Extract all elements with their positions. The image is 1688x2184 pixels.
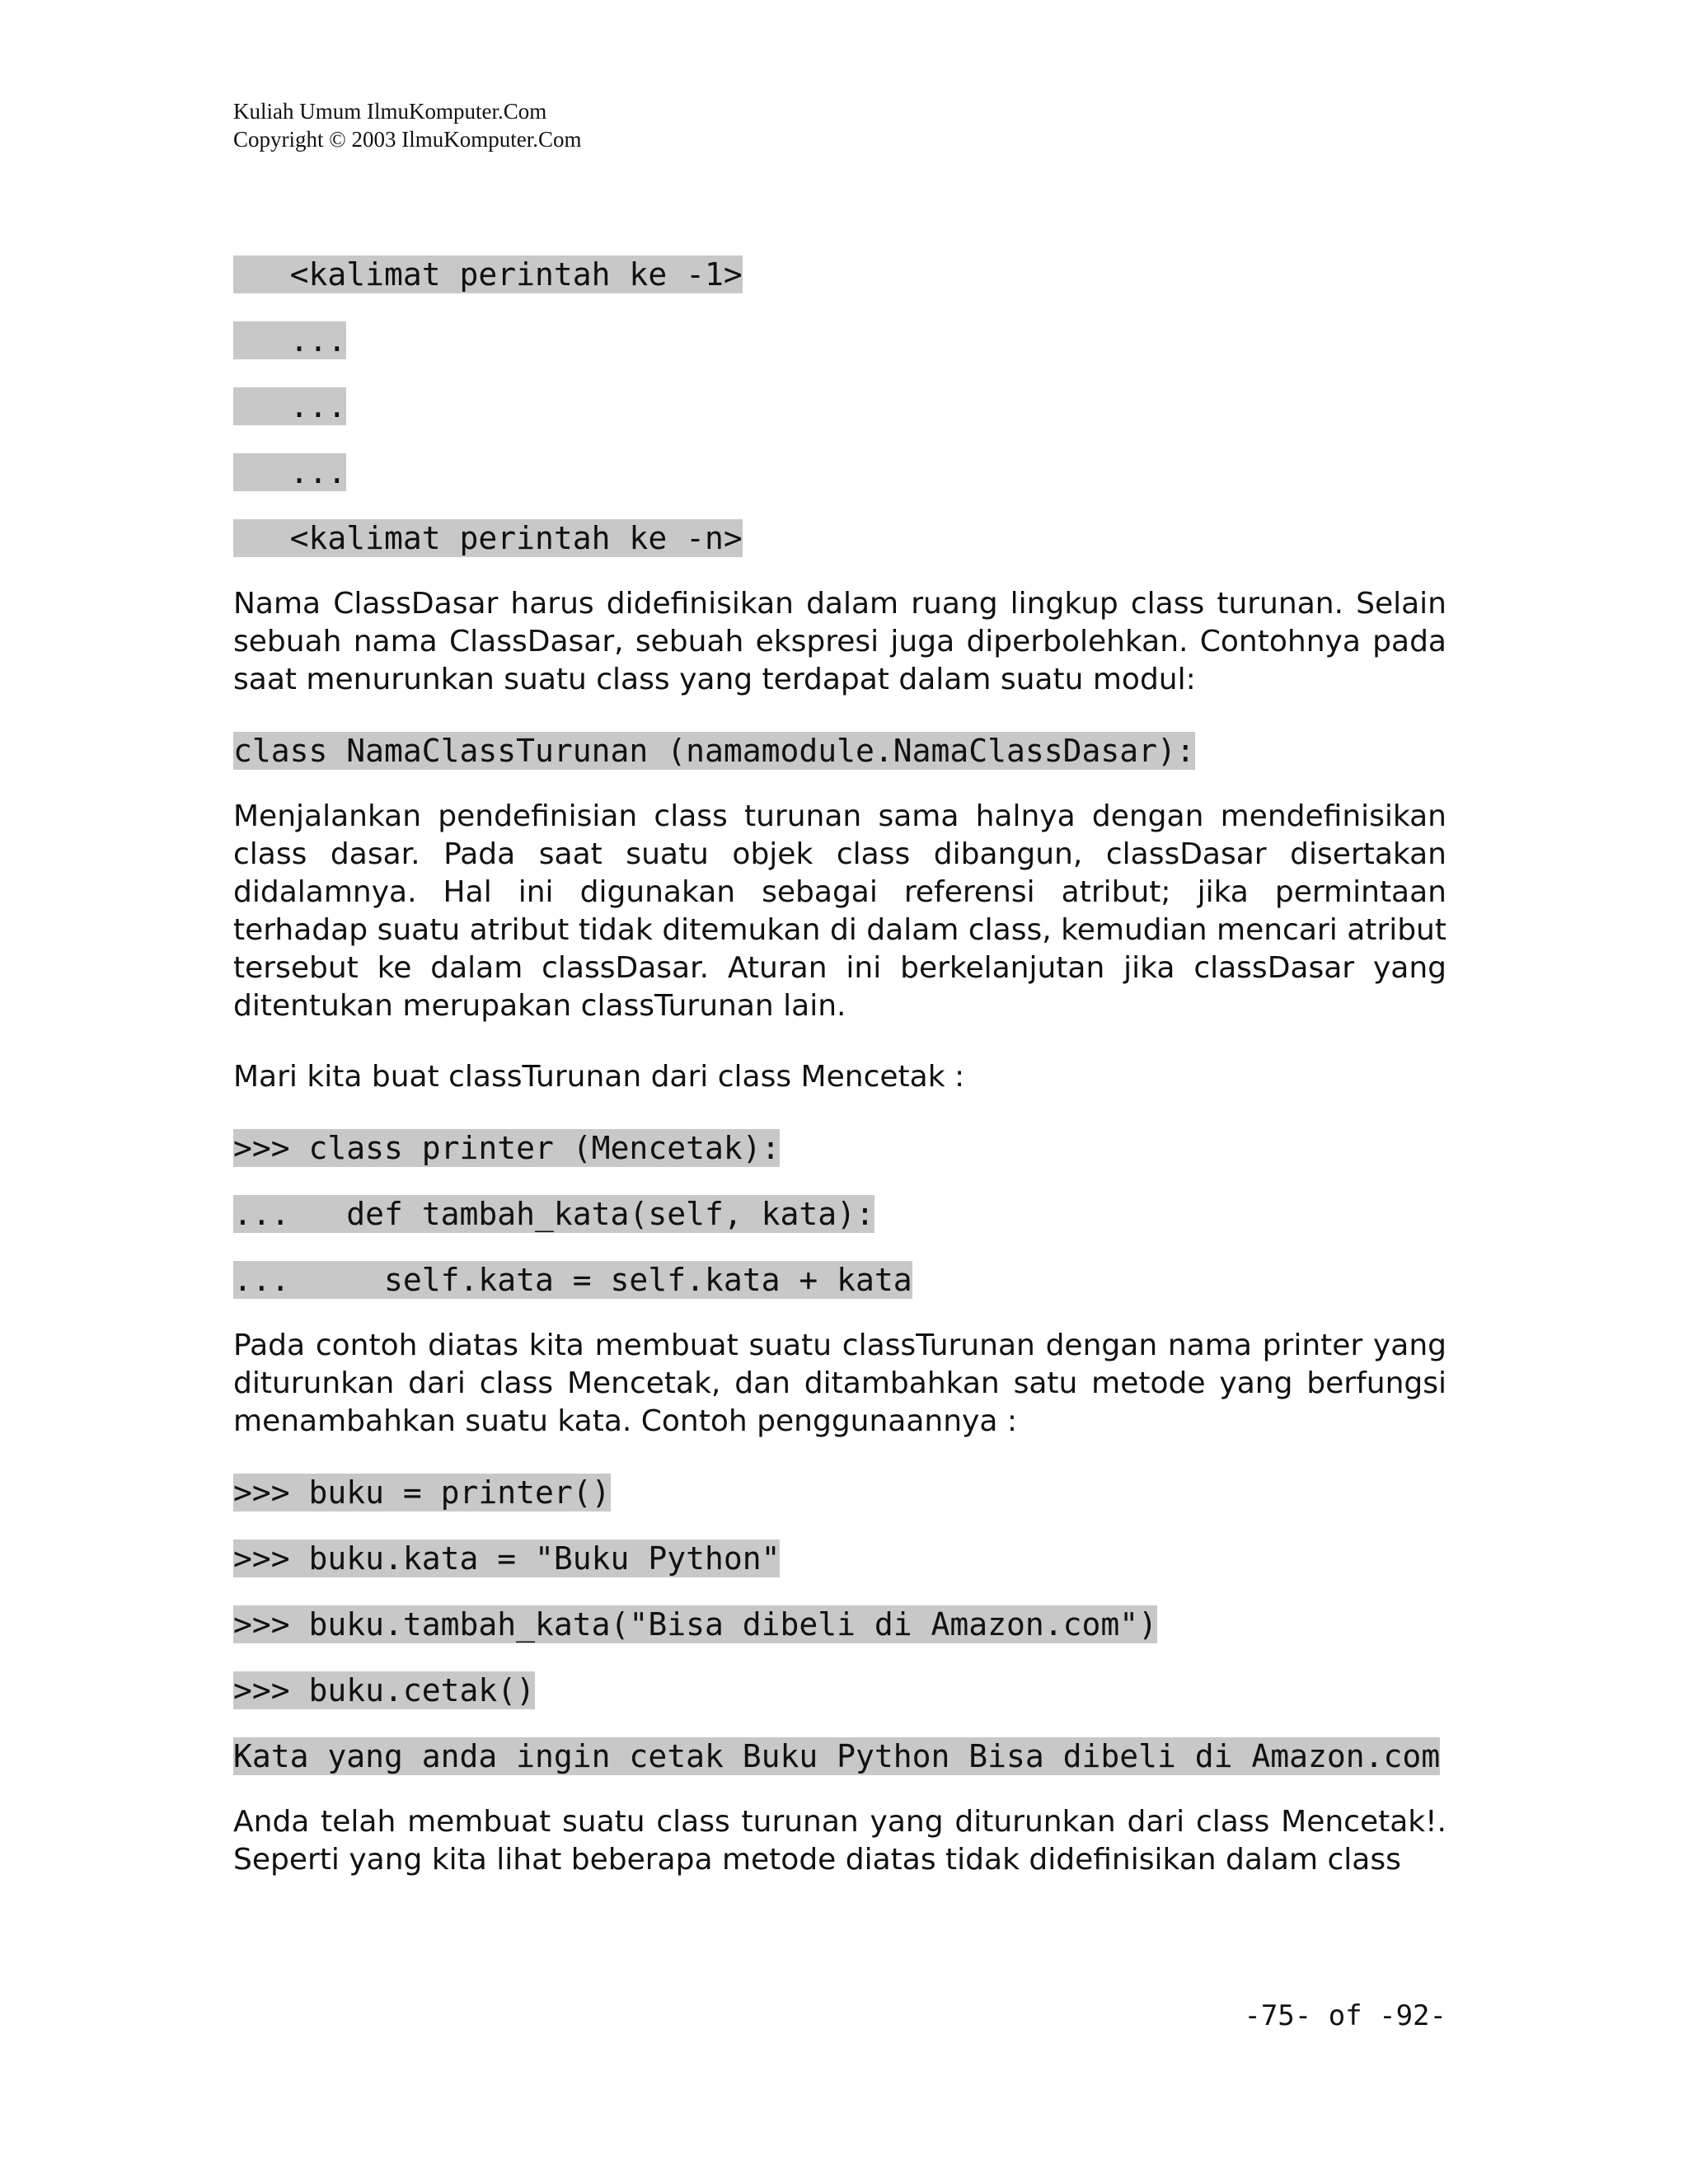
code-line: >>> buku.kata = "Buku Python" [233, 1540, 781, 1577]
code-line: ... self.kata = self.kata + kata [233, 1262, 912, 1298]
code-line: >>> buku.cetak() [233, 1672, 536, 1708]
paragraph-conclusion: Anda telah membuat suatu class turunan yang diturunkan dari class Mencetak!. Seperti yang kita lihat beberapa metode diatas tidak didefinisikan dalam class [233, 1805, 1447, 1877]
header-title: Kuliah Umum IlmuKomputer.Com [233, 99, 547, 124]
code-line: <kalimat perintah ke -n> [233, 520, 743, 556]
code-line: class NamaClassTurunan (namamodule.NamaClassDasar): [233, 733, 1195, 769]
page-content [233, 255, 1447, 1912]
code-line: ... [233, 322, 347, 359]
code-output-line: Kata yang anda ingin cetak Buku Python Bisa dibeli di Amazon.com [233, 1738, 1441, 1774]
paragraph-inheritance: Menjalankan pendefinisian class turunan sama halnya dengan mendefinisikan class dasar. Pada saat suatu objek class dibangun, classDasar disertakan didalamnya. Hal ini digunakan sebagai referensi atribut; jika permintaan terhadap suatu atribut tidak ditemukan di dalam class, kemudian mencari atribut tersebut ke dalam classDasar. Aturan ini berkelanjutan jika classDasar yang ditentukan merupakan classTurunan lain. [233, 799, 1447, 1023]
code-line: >>> buku = printer() [233, 1474, 611, 1511]
paragraph-classdasar: Nama ClassDasar harus didefinisikan dalam ruang lingkup class turunan. Selain sebuah nama ClassDasar, sebuah ekspresi juga diperbolehkan. Contohnya pada saat menurunkan suatu class yang terdapat dalam suatu modul: [233, 587, 1447, 696]
code-block-module [233, 732, 1447, 770]
code-block-usage [233, 1474, 1447, 1775]
code-line: >>> buku.tambah_kata("Bisa dibeli di Amazon.com") [233, 1606, 1158, 1643]
paragraph-intro-example: Mari kita buat classTurunan dari class Mencetak : [233, 1060, 965, 1094]
code-line: <kalimat perintah ke -1> [233, 256, 743, 293]
code-line: ... [233, 454, 347, 490]
code-line: ... [233, 388, 347, 424]
header-copyright: Copyright © 2003 IlmuKomputer.Com [233, 127, 582, 152]
code-line: ... def tambah_kata(self, kata): [233, 1196, 874, 1232]
code-block-printer-class [233, 1129, 1447, 1299]
code-block-syntax [233, 255, 1447, 557]
paragraph-explanation: Pada contoh diatas kita membuat suatu classTurunan dengan nama printer yang diturunkan dari class Mencetak, dan ditambahkan satu metode yang berfungsi menambahkan suatu kata. Contoh penggunaannya : [233, 1329, 1447, 1438]
document-header [233, 97, 582, 153]
code-line: >>> class printer (Mencetak): [233, 1130, 781, 1166]
page-number: -75- of -92- [1244, 1999, 1447, 2032]
